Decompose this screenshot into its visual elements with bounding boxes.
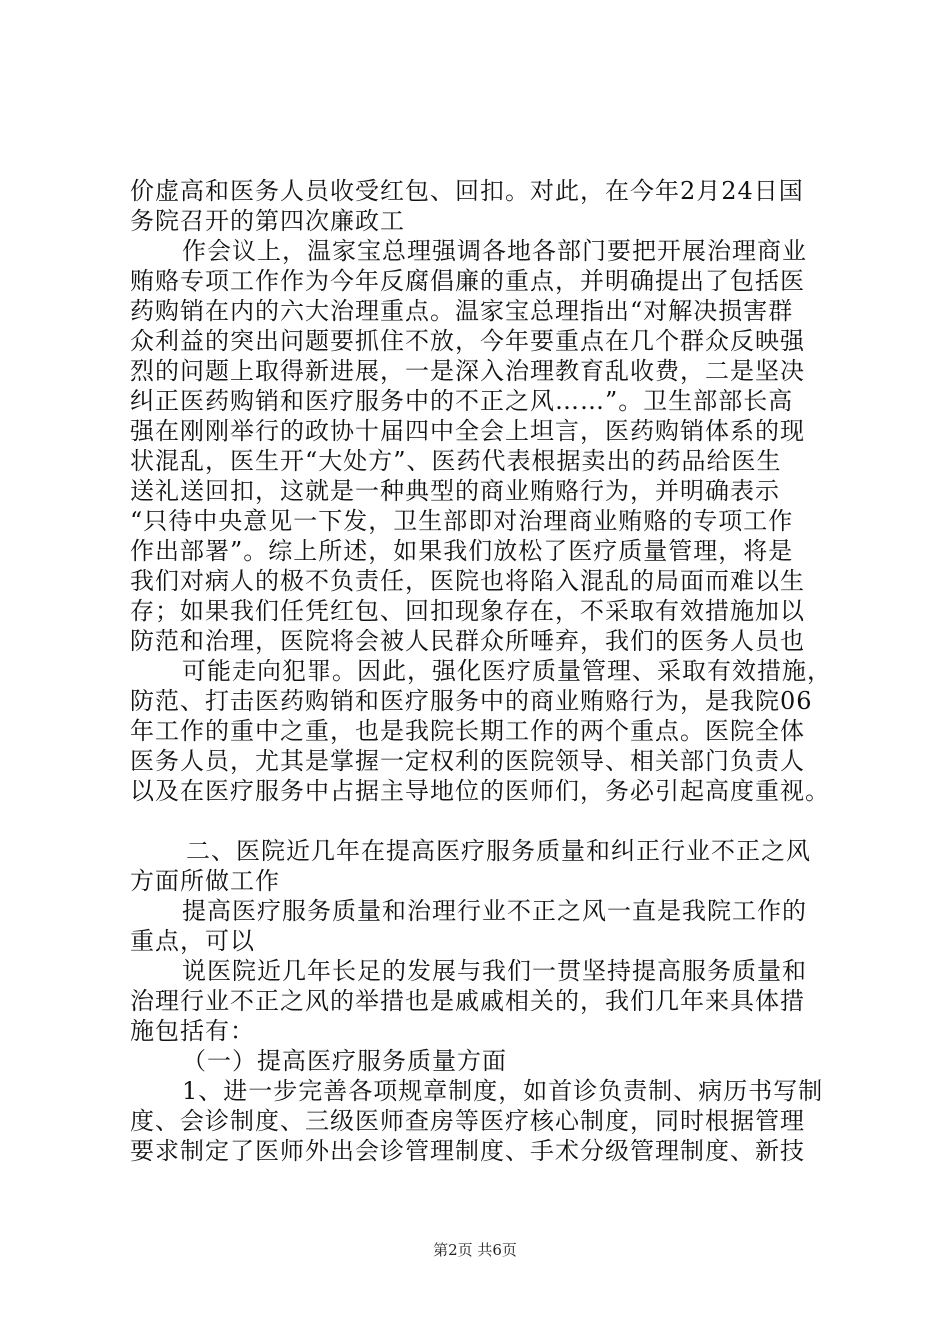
paragraph-line: 以及在医疗服务中占据主导地位的医师们，务必引起高度重视。 (130, 777, 830, 805)
paragraph-line: 重点，可以 (130, 927, 255, 955)
paragraph-line: 可能走向犯罪。因此，强化医疗质量管理、采取有效措施， (182, 657, 832, 685)
paragraph-line: 防范和治理，医院将会被人民群众所唾弃，我们的医务人员也 (130, 627, 805, 655)
paragraph-line: 存；如果我们任凭红包、回扣现象存在，不采取有效措施加以 (130, 597, 805, 625)
paragraph-line: 度、会诊制度、三级医师查房等医疗核心制度，同时根据管理 (130, 1107, 805, 1135)
paragraph-line: 贿赂专项工作作为今年反腐倡廉的重点，并明确提出了包括医 (130, 267, 805, 295)
section-heading: 二、医院近几年在提高医疗服务质量和纠正行业不正之风 (186, 837, 811, 865)
paragraph-line: 药购销在内的六大治理重点。温家宝总理指出“对解决损害群 (130, 297, 794, 325)
paragraph-line: 众利益的突出问题要抓住不放，今年要重点在几个群众反映强 (130, 327, 805, 355)
paragraph-line: 状混乱，医生开“大处方”、医药代表根据卖出的药品给医生 (130, 447, 782, 475)
paragraph-line: 我们对病人的极不负责任，医院也将陷入混乱的局面而难以生 (130, 567, 805, 595)
paragraph-line: “只待中央意见一下发，卫生部即对治理商业贿赂的专项工作 (130, 507, 794, 535)
paragraph-line: 作出部署”。综上所述，如果我们放松了医疗质量管理，将是 (130, 537, 794, 565)
paragraph-line: 价虚高和医务人员收受红包、回扣。对此，在今年2月24日国 (130, 177, 804, 205)
paragraph-line: 年工作的重中之重，也是我院长期工作的两个重点。医院全体 (130, 717, 805, 745)
paragraph-line: 说医院近几年长足的发展与我们一贯坚持提高服务质量和 (182, 957, 807, 985)
paragraph-line: 施包括有： (130, 1017, 255, 1045)
paragraph-line: 要求制定了医师外出会诊管理制度、手术分级管理制度、新技 (130, 1137, 805, 1165)
paragraph-line: 纠正医药购销和医疗服务中的不正之风……”。卫生部部长高 (130, 387, 794, 415)
paragraph-line: 治理行业不正之风的举措也是戚戚相关的，我们几年来具体措 (130, 987, 805, 1015)
paragraph-line: 务院召开的第四次廉政工 (130, 207, 405, 235)
section-heading: 方面所做工作 (130, 867, 280, 895)
paragraph-line: 医务人员，尤其是掌握一定权利的医院领导、相关部门负责人 (130, 747, 805, 775)
page-number-footer: 第2页 共6页 (433, 1241, 517, 1259)
paragraph-line: 1、进一步完善各项规章制度，如首诊负责制、病历书写制 (182, 1077, 824, 1105)
paragraph-line: 提高医疗服务质量和治理行业不正之风一直是我院工作的 (182, 897, 807, 925)
paragraph-line: 送礼送回扣，这就是一种典型的商业贿赂行为，并明确表示 (130, 477, 780, 505)
paragraph-line: 烈的问题上取得新进展，一是深入治理教育乱收费，二是坚决 (130, 357, 805, 385)
paragraph-line: 强在刚刚举行的政协十届四中全会上坦言，医药购销体系的现 (130, 417, 805, 445)
subsection-heading: （一）提高医疗服务质量方面 (182, 1047, 507, 1075)
paragraph-line: 防范、打击医药购销和医疗服务中的商业贿赂行为，是我院06 (130, 687, 813, 715)
paragraph-line: 作会议上，温家宝总理强调各地各部门要把开展治理商业 (182, 237, 807, 265)
